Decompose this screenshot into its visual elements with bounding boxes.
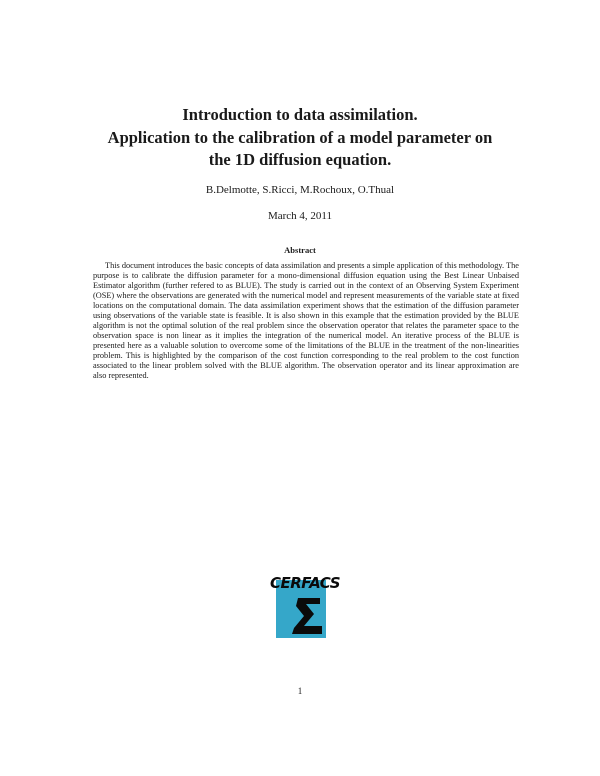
title-line-3: the 1D diffusion equation. bbox=[208, 150, 392, 169]
date: March 4, 2011 bbox=[267, 210, 333, 222]
abstract-heading: Abstract bbox=[284, 245, 316, 255]
cerfacs-logo bbox=[268, 572, 342, 644]
authors: B.Delmotte, S.Ricci, M.Rochoux, O.Thual bbox=[205, 184, 395, 196]
title-line-2: Application to the calibration of a model parameter on bbox=[107, 127, 493, 147]
paper-title bbox=[60, 104, 540, 172]
page-number: 1 bbox=[297, 686, 303, 696]
title-line-1: Introduction to data assimilation. bbox=[182, 105, 418, 124]
abstract-body: This document introduces the basic concepts of data assimilation and presents a simple application of this methodology. The purpose is to calibrate the diffusion parameter for a mono-dimensional diffusion equation using the Best Linear Unbaised Estimator algorithm (further refered to as BLUE). The study is carried out in the context of an Observing System Experiment (OSE) where the observations are generated with the numerical model and represent measurements of the variable state at fixed locations on the computational domain. The data assimilation experiment shows that the estimation of the diffusion parameter using observations of the variable state is feasible. It is also shown in this example that the estimation provided by the BLUE algorithm is not the optimal solution of the real problem since the observation operator that relates the parameter space to the observation space is non linear as it implies the integration of the numerical model. An iterative process of the BLUE is presented here as a valuable solution to overcome some of the limitations of the BLUE in the treatment of the non-linearities problem. This is highlighted by the comparison of the cost function corresponding to the real problem to the cost function associated to the linear problem solved with the BLUE algorithm. The observation operator and its linear approximation are also represented. bbox=[93, 261, 519, 380]
logo-text: CERFACS bbox=[269, 574, 341, 592]
